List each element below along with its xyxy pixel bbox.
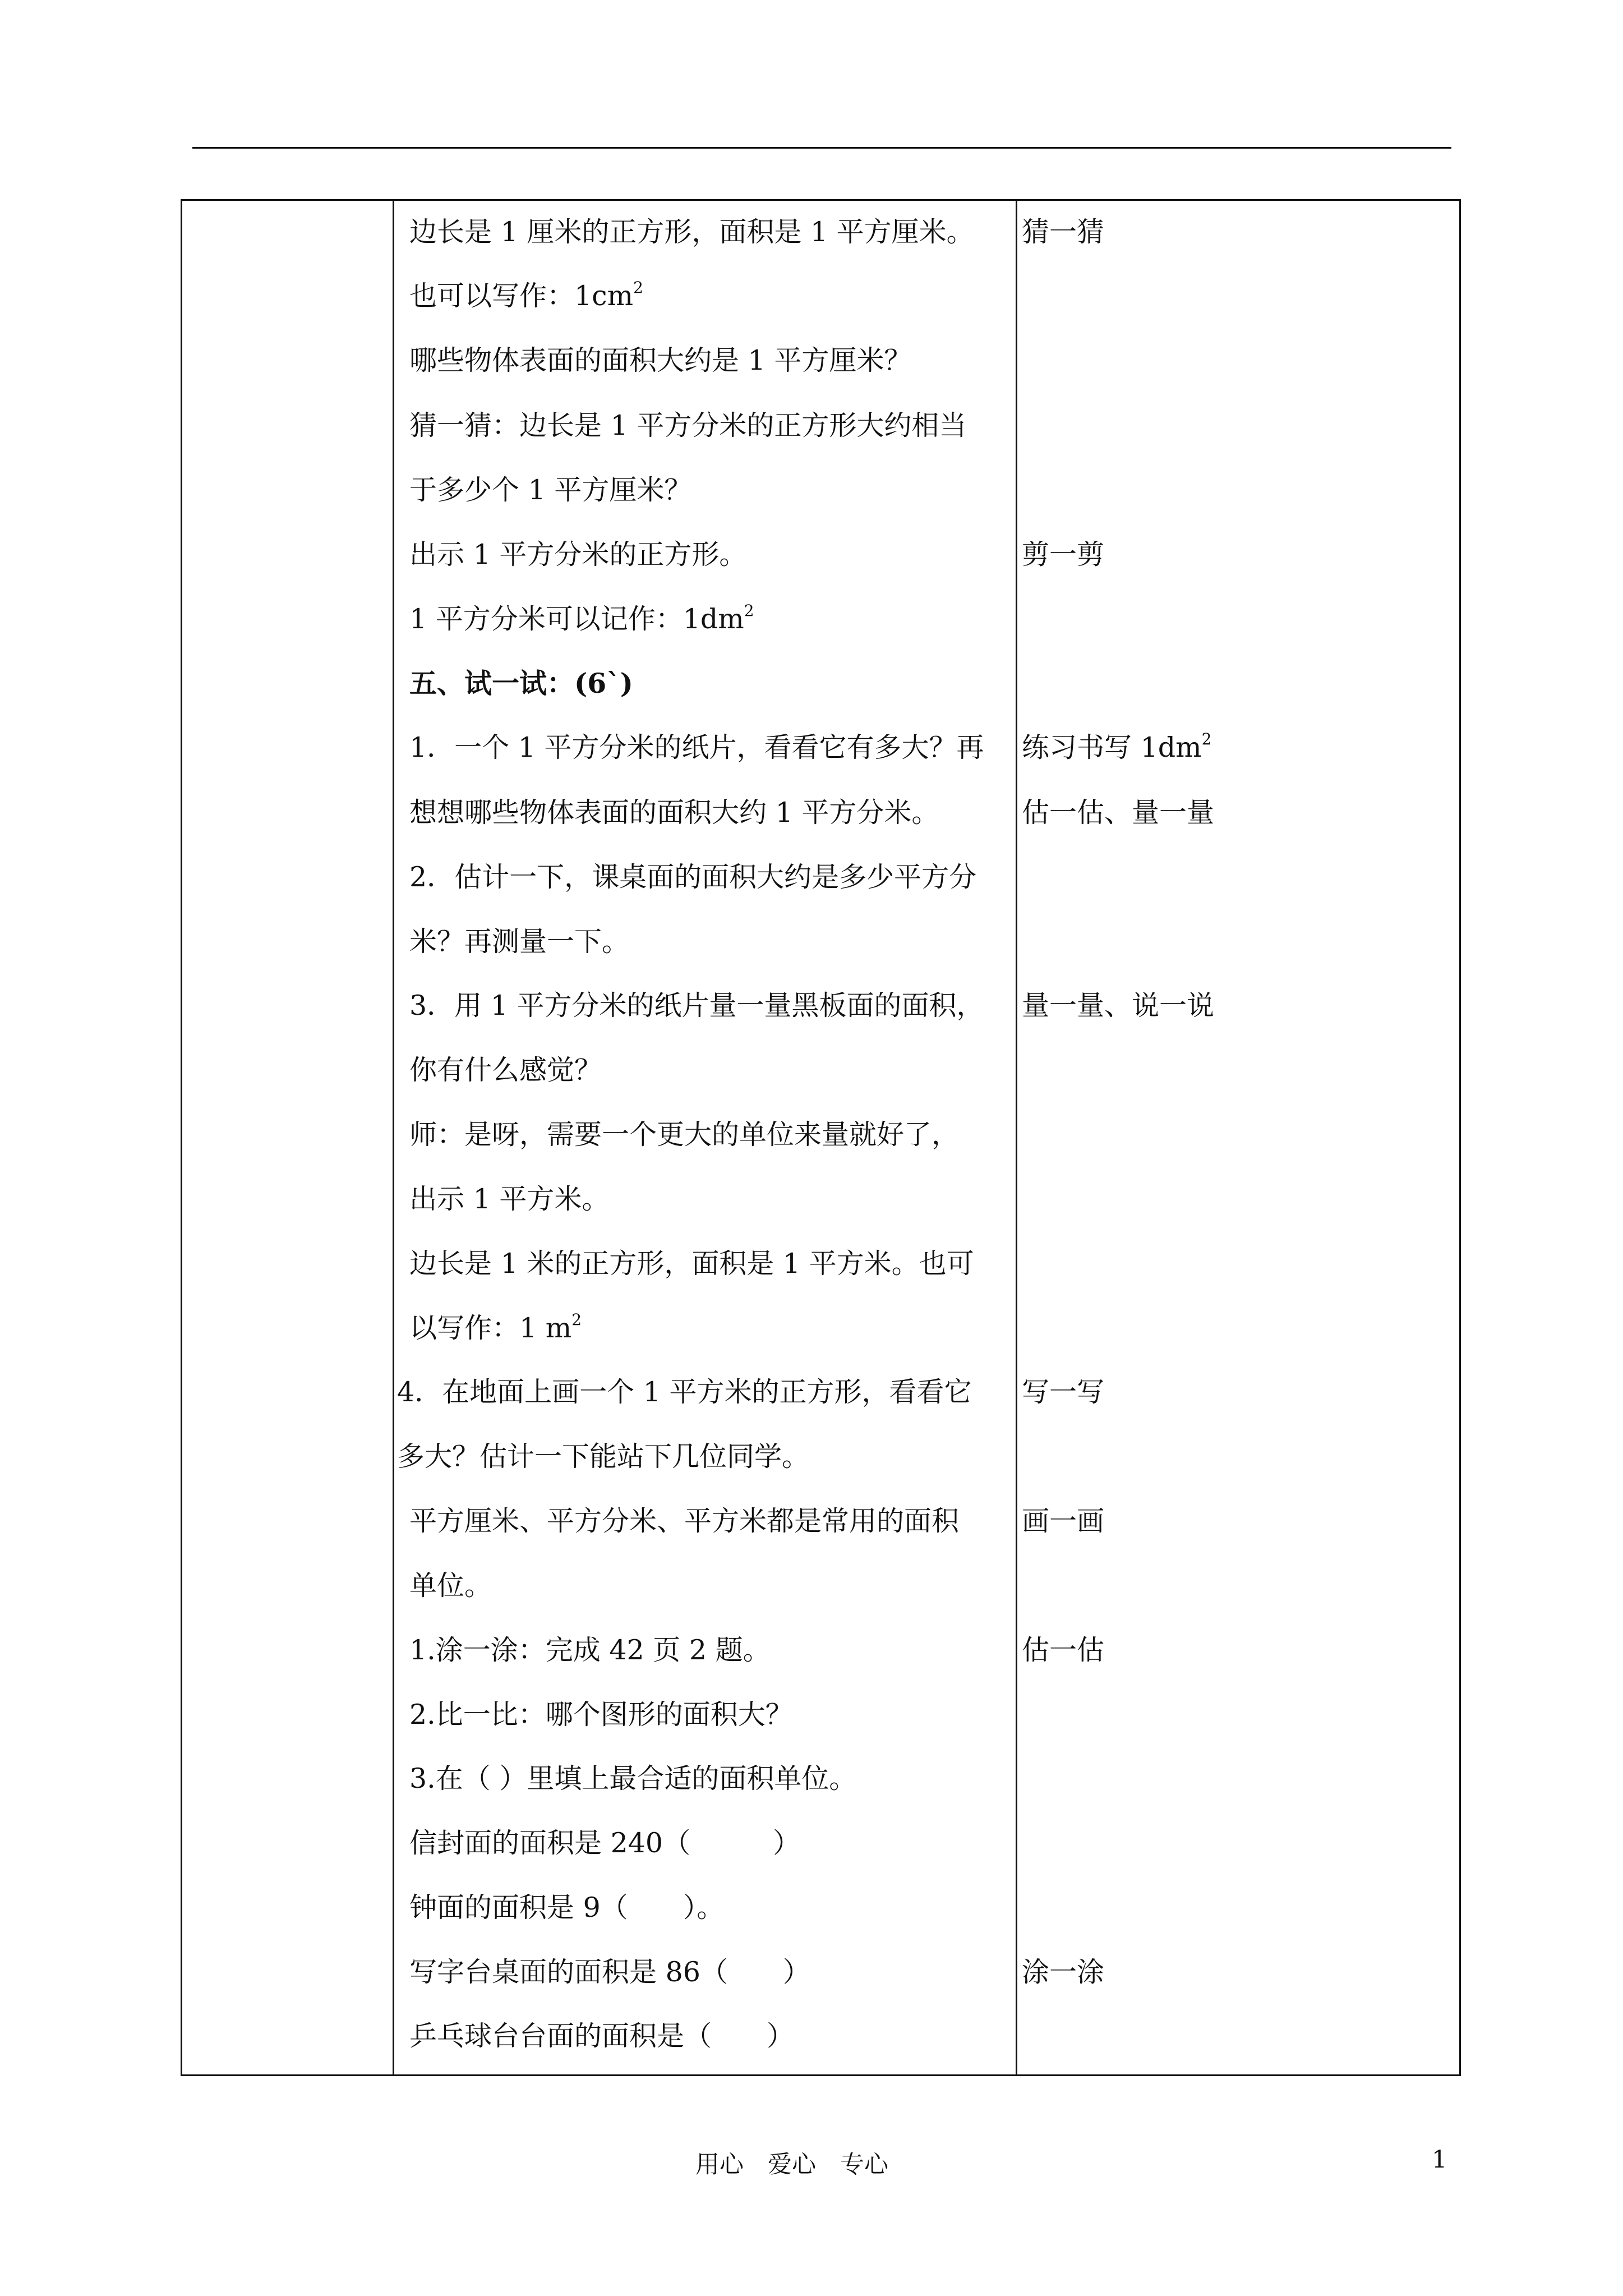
text-line-content: 边长是 1 厘米的正方形，面积是 1 平方厘米。: [409, 216, 974, 248]
text-line: [409, 990, 984, 1022]
text-line: [409, 278, 643, 312]
text-line-content: 以写作：1 m: [409, 1312, 572, 1344]
text-line-content: 钟面的面积是 9（ ）。: [409, 1892, 725, 1924]
text-line: [1022, 990, 1215, 1022]
text-line: [409, 1958, 810, 1986]
text-line-content: 出示 1 平方分米的正方形。: [409, 539, 747, 570]
text-line: [1022, 218, 1104, 246]
text-line: [409, 1829, 800, 1857]
text-line-content: 2．估计一下，课桌面的面积大约是多少平方分: [409, 861, 977, 893]
text-line: [1022, 1636, 1104, 1664]
text-line-content: 写一写: [1022, 1376, 1105, 1408]
text-line: [1022, 1507, 1104, 1535]
text-line: [409, 797, 939, 829]
text-line: [409, 1699, 793, 1731]
text-line-content: 1 平方分米可以记作：1dm: [409, 603, 744, 635]
text-line-content: 师：是呀，需要一个更大的单位来量就好了，: [409, 1119, 960, 1151]
text-line-content: 3.在（ ）里填上最合适的面积单位。: [409, 1763, 857, 1795]
text-line-content: 猜一猜: [1022, 216, 1105, 248]
text-line: [1022, 1958, 1104, 1986]
text-line: [409, 601, 754, 635]
text-line-content: 4．在地面上画一个 1 平方米的正方形，看看它: [397, 1376, 972, 1408]
text-line-content: 信封面的面积是 240（ ）: [409, 1827, 801, 1859]
page-number: 1: [1432, 2146, 1447, 2174]
text-line-content: 剪一剪: [1022, 539, 1105, 570]
superscript-exponent: 2: [633, 278, 643, 297]
text-line-content: 涂一涂: [1022, 1956, 1105, 1988]
text-line-content: 米？再测量一下。: [409, 926, 630, 958]
text-line: [409, 731, 984, 763]
text-line: [1022, 730, 1212, 763]
text-line-content: 想想哪些物体表面的面积大约 1 平方分米。: [409, 797, 939, 829]
text-line: [409, 1310, 582, 1344]
text-line: [409, 1636, 771, 1664]
text-line: [409, 1507, 959, 1535]
text-line: [409, 1119, 960, 1151]
text-line-content: 五、试一试：(6`): [409, 667, 633, 700]
superscript-exponent: 2: [1201, 730, 1212, 748]
text-line: [1022, 797, 1215, 829]
text-line: [409, 2022, 794, 2050]
text-line: [409, 1185, 609, 1213]
text-line-content: 出示 1 平方米。: [409, 1183, 610, 1215]
text-line: [409, 476, 691, 504]
text-line-content: 也可以写作：1cm: [409, 280, 634, 312]
text-line-content: 2.比一比：哪个图形的面积大？: [409, 1699, 793, 1731]
text-line: [409, 1763, 857, 1795]
text-line-content: 估一估、量一量: [1022, 797, 1215, 829]
text-line: [409, 344, 912, 376]
text-line-content: 边长是 1 米的正方形，面积是 1 平方米。也可: [409, 1248, 974, 1280]
text-line-content: 单位。: [409, 1570, 492, 1602]
text-line-content: 1.涂一涂：完成 42 页 2 题。: [409, 1634, 771, 1666]
text-line: [397, 1441, 810, 1473]
text-line: [409, 409, 967, 441]
header-rule: [192, 147, 1451, 149]
text-line: [409, 541, 746, 568]
text-line-content: 平方厘米、平方分米、平方米都是常用的面积: [409, 1505, 960, 1537]
text-line: [409, 1570, 492, 1602]
text-line-content: 哪些物体表面的面积大约是 1 平方厘米？: [409, 344, 912, 376]
text-line-content: 画一画: [1022, 1505, 1105, 1537]
text-line-content: 写字台桌面的面积是 86（ ）: [409, 1956, 810, 1988]
text-line: [409, 1056, 602, 1084]
text-line-content: 多大？估计一下能站下几位同学。: [397, 1441, 810, 1473]
text-line-content: 练习书写 1dm: [1022, 731, 1202, 763]
column-divider-left: [393, 201, 394, 2074]
text-line: [409, 1248, 974, 1280]
text-line-content: 3．用 1 平方分米的纸片量一量黑板面的面积，: [409, 990, 984, 1022]
text-line: [1022, 1378, 1104, 1406]
text-line-content: 1．一个 1 平方分米的纸片，看看它有多大？再: [409, 731, 984, 763]
text-line-content: 你有什么感觉？: [409, 1054, 602, 1086]
text-line: [1022, 541, 1104, 568]
text-line: [409, 218, 974, 246]
text-line-content: 估一估: [1022, 1634, 1105, 1666]
text-line-content: 乒乓球台台面的面积是（ ）: [409, 2020, 795, 2052]
text-line: [409, 863, 976, 891]
text-line-content: 量一量、说一说: [1022, 990, 1215, 1022]
text-line: [397, 1378, 972, 1406]
text-line-content: 于多少个 1 平方厘米？: [409, 474, 692, 506]
text-line: [409, 1892, 725, 1924]
superscript-exponent: 2: [744, 601, 754, 620]
text-line: [409, 667, 633, 700]
footer-motto: 用心 爱心 专心: [695, 2151, 888, 2179]
column-divider-right: [1016, 201, 1017, 2074]
text-line-content: 猜一猜：边长是 1 平方分米的正方形大约相当: [409, 409, 967, 441]
text-line: [409, 926, 630, 958]
superscript-exponent: 2: [571, 1310, 582, 1329]
